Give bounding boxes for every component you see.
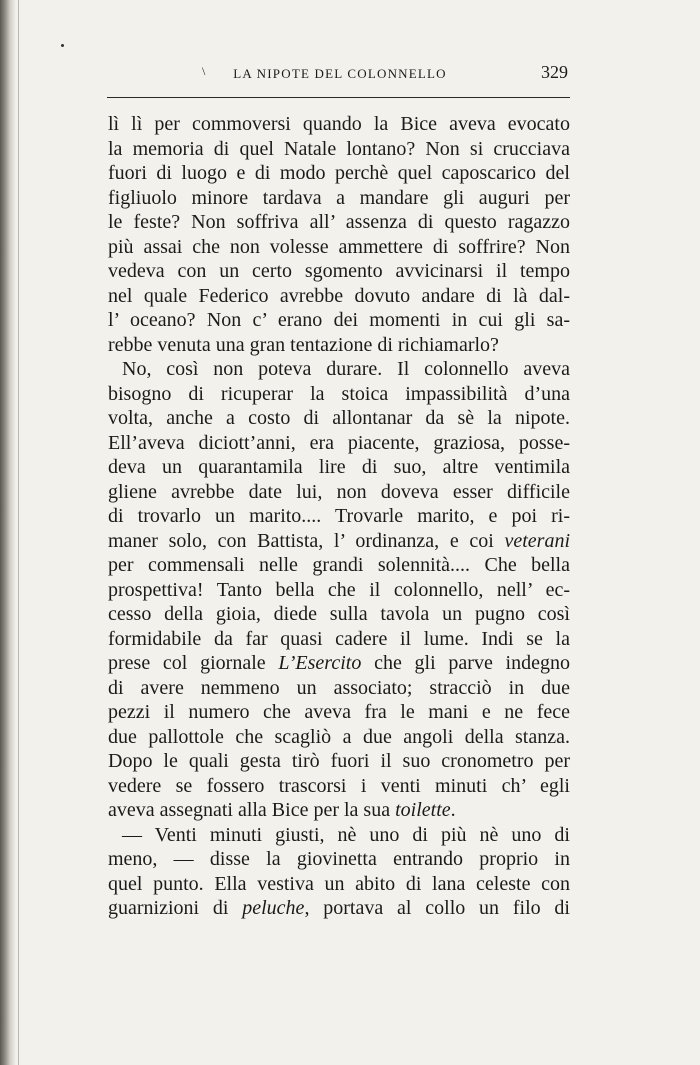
page-binding-edge (0, 0, 16, 1065)
text-line: — Venti minuti giusti, nè uno di più nè uno di (122, 823, 570, 846)
text-line: fuori di luogo e di modo perchè quel caposcarico del (108, 162, 570, 184)
text-line (108, 651, 570, 676)
text-line: l’ oceano? Non c’ erano dei momenti in cui gli sa- (108, 309, 570, 331)
text-line: lì lì per commoversi quando la Bice aveva evocato (108, 113, 570, 135)
text-line: Ell’aveva diciott’anni, era piacente, graziosa, posse- (108, 431, 570, 454)
text-line (108, 798, 570, 823)
text-line: le feste? Non soffriva all’ assenza di questo ragazzo (108, 211, 570, 233)
text-line: cesso della gioia, diede sulla tavola un pugno così (108, 603, 570, 625)
ink-speck (61, 44, 64, 47)
italic-word: peluche (242, 897, 305, 919)
text-line: Dopo le quali gesta tirò fuori il suo cronometro per (108, 750, 570, 772)
text-line: di trovarlo un marito.... Trovarle marito, e poi ri- (108, 505, 570, 527)
header-mark: \ (202, 64, 206, 78)
text-line: nel quale Federico avrebbe dovuto andare di là dal- (108, 284, 570, 307)
text-line: pezzi il numero che aveva fra le mani e ne fece (108, 701, 570, 723)
italic-word: toilette (395, 799, 451, 821)
text-run: aveva assegnati alla Bice per la sua (108, 799, 396, 821)
page-gutter-line (18, 0, 19, 1065)
text-line: due pallottole che scagliò a due angoli della stanza. (108, 725, 570, 748)
body-text (108, 112, 570, 921)
text-line: più assai che non volesse ammettere di soffrire? Non (108, 235, 570, 258)
text-line: vedere se fossero trascorsi i venti minuti ch’ egli (108, 774, 570, 797)
text-line: No, così non poteva durare. Il colonnello aveva (122, 358, 570, 380)
text-line: quel punto. Ella vestiva un abito di lana celeste con (108, 872, 570, 895)
text-line: di avere nemmeno un associato; stracciò in due (108, 676, 570, 699)
text-line: formidabile da far quasi cadere il lume. Indi se la (108, 627, 570, 650)
italic-word: veterani (504, 529, 570, 552)
text-line (108, 529, 570, 554)
text-line: meno, — disse la giovinetta entrando proprio in (108, 848, 570, 870)
text-line: bisogno di ricuperar la stoica impassibilità d’una (108, 382, 570, 405)
text-run: che gli parve indegno (361, 652, 570, 674)
text-line: gliene avrebbe date lui, non doveva esser difficile (108, 480, 570, 503)
text-line: prospettiva! Tanto bella che il colonnello, nell’ ec- (108, 578, 570, 601)
text-run: maner solo, con Battista, l’ ordinanza, e coi (108, 529, 505, 552)
page-number: 329 (541, 62, 568, 82)
header-rule (107, 97, 570, 98)
page-header (110, 62, 570, 88)
text-run: . (450, 799, 456, 821)
text-line: per commensali nelle grandi solennità.... Che bella (108, 554, 570, 576)
text-line: la memoria di quel Natale lontano? Non si crucciava (108, 137, 570, 160)
text-line: volta, anche a costo di allontanar da sè la nipote. (108, 407, 570, 429)
text-run: guarnizioni di (108, 897, 243, 919)
running-head: LA NIPOTE DEL COLONNELLO (233, 66, 447, 81)
text-line: rebbe venuta una gran tentazione di richiamarlo? (108, 333, 499, 356)
text-line: figliuolo minore tardava a mandare gli auguri per (108, 186, 570, 209)
text-line: vedeva con un certo sgomento avvicinarsi il tempo (108, 260, 570, 282)
text-line (108, 896, 570, 921)
text-run: prese col giornale (108, 652, 279, 674)
italic-word: L’Esercito (278, 652, 362, 674)
text-line: deva un quarantamila lire di suo, altre ventimila (108, 456, 570, 478)
text-run: , portava al collo un filo di (304, 897, 570, 919)
